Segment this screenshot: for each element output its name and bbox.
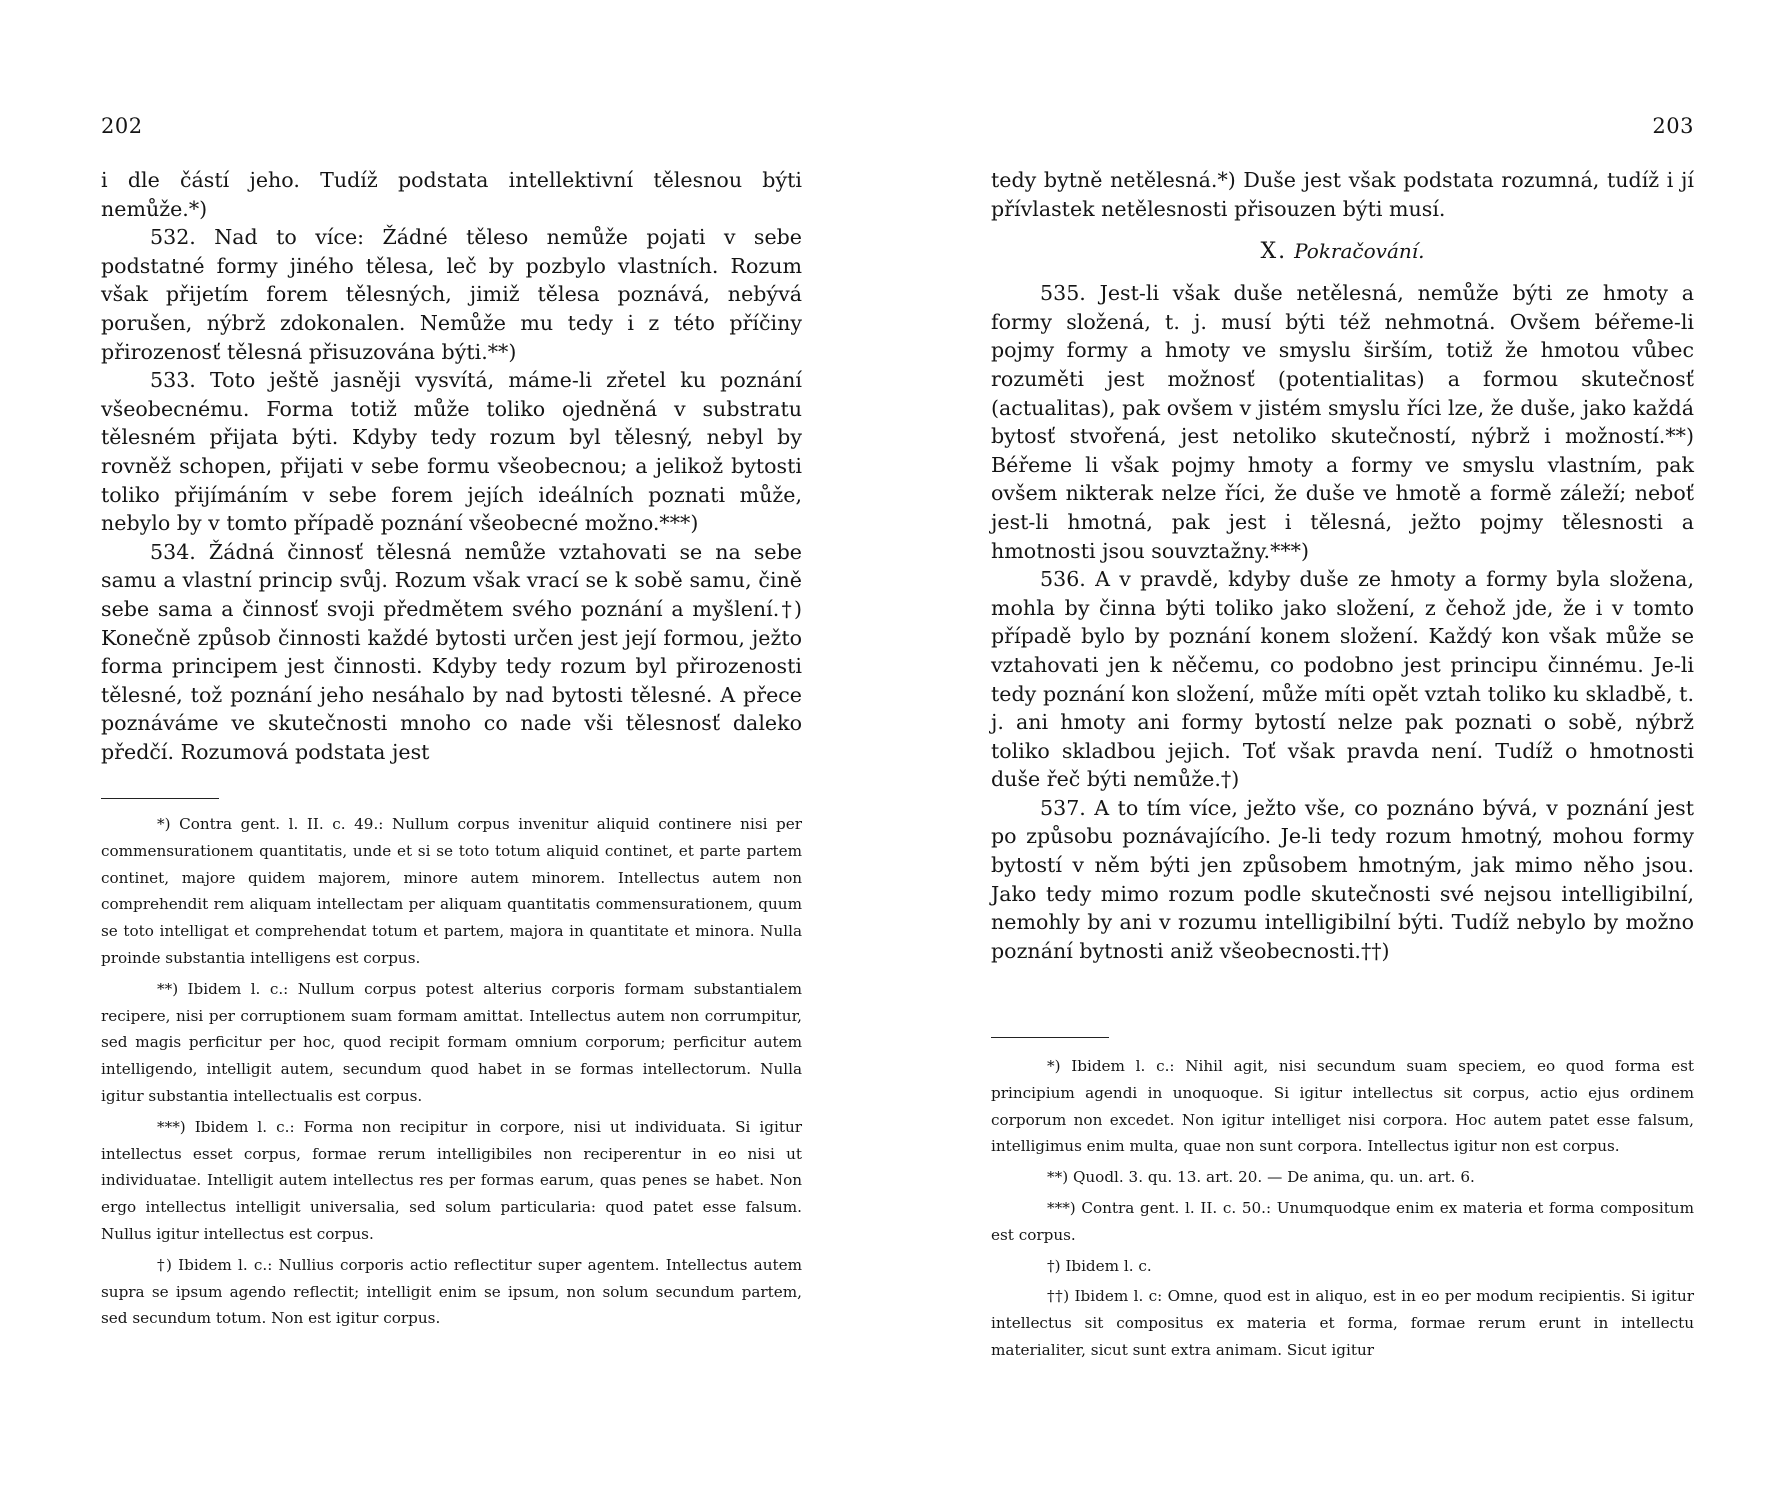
paragraph-535: 535. Jest-li však duše netělesná, nemůže býti ze hmoty a formy složená, t. j. musí býti též nehmotná. Ovšem béřeme-li pojmy formy a hmoty ve smyslu širším, totiž že hmotou vůbec rozuměti jest možnosť (potentialitas) a formou skutečnosť (actualitas), pak ovšem v jistém smyslu říci lze, že duše, jako každá bytosť stvořená, jest netoliko skutečností, nýbrž i možností.**) Béřeme li však pojmy hmoty a formy ve smyslu vlastním, pak ovšem nikterak nelze říci, že duše ve hmotě a formě záleží; neboť jest-li hmotná, pak jest i tělesná, ježto pojmy tělesnosti a hmotnosti jsou souvztažny.***) [991, 281, 1694, 563]
footnote: **) Ibidem l. c.: Nullum corpus potest alterius corporis formam substantialem recipere, nisi per corruptionem suam formam amittat. Intellectus autem non corrumpitur, sed magis perficitur per hoc, quod recipit formam omnium corporum; perficitur autem intelligendo, intelligit autem, secundum quod habet in se formas intellectorum. Nulla igitur substantia intellectualis est corpus. [101, 979, 802, 1105]
paragraph-537: 537. A to tím více, ježto vše, co poznáno bývá, v poznání jest po způsobu poznávajícího. Je-li tedy rozum hmotný, mohou formy bytostí v něm býti jen způsobem hmotným, jak mimo něho jsou. Jako tedy mimo rozum podle skutečnosti své nejsou intelligibilní, nemohly by ani v rozumu intelligibilní býti. Tudíž nebylo by možno poznání bytnosti aniž všeobecnosti.††) [991, 795, 1694, 963]
footnote: ††) Ibidem l. c: Omne, quod est in aliquo, est in eo per modum recipientis. Si igitur intellectus sit compositus ex materia et forma, formae rerum erunt in intellectu materialiter, sicut sunt extra animam. Sicut igitur [991, 1287, 1694, 1359]
paragraph-536: 536. A v pravdě, kdyby duše ze hmoty a formy byla složena, mohla by činna býti toliko jako složení, z čehož jde, že i v tomto případě bylo by poznání konem složení. Každý kon však může se vztahovati jen k něčemu, co podobno jest principu činnému. Je-li tedy poznání kon složení, může míti opět vztah toliko ku skladbě, t. j. ani hmoty ani formy bytostí nelze pak poznati o sobě, nýbrž toliko skladbou jejich. Toť však pravda není. Tudíž o hmotnosti duše řeč býti nemůže.†) [991, 567, 1694, 792]
footnote: *) Contra gent. l. II. c. 49.: Nullum corpus invenitur aliquid continere nisi per commensurationem quantitatis, unde et si se toto totum aliquid continet, et parte partem continet, majore quidem majorem, minore autem minorem. Intellectus autem non comprehendit rem aliquam intellectam per aliquam quantitatis commensurationem, quum se toto intelligat et comprehendat totum et partem, majora in quantitate et minora. Nulla proinde substantia intelligens est corpus. [101, 815, 802, 967]
paragraph-continuation: i dle částí jeho. Tudíž podstata intellektivní tělesnou býti nemůže.*) [101, 168, 802, 221]
paragraph-534: 534. Žádná činnosť tělesná nemůže vztahovati se na sebe samu a vlastní princip svůj. Rozum však vrací se k sobě samu, čině sebe sama a činnosť svoji předmětem svého poznání a myšlení.†) Konečně způsob činnosti každé bytosti určen jest její formou, ježto forma principem jest činnosti. Kdyby tedy rozum byl přirozenosti tělesné, tož poznání jeho nesáhalo by nad bytosti tělesné. A přece poznáváme ve skutečnosti mnoho co nade vši tělesnosť daleko předčí. Rozumová podstata jest [101, 539, 802, 764]
footnotes [991, 1053, 1694, 1368]
paragraph-533: 533. Toto ještě jasněji vysvítá, máme-li zřetel ku poznání všeobecnému. Forma totiž může toliko ojedněná v substratu tělesném přijata býti. Kdyby tedy rozum byl tělesný, nebyl by rovněž schopen, přijati v sebe formu všeobecnou; a jelikož bytosti toliko přijímáním v sebe forem jejích ideálních poznati může, nebylo by v tomto případě poznání všeobecné možno.***) [101, 368, 802, 536]
page-number: 202 [101, 114, 143, 138]
page-number: 203 [1652, 114, 1694, 138]
section-title: Pokračování. [1294, 239, 1425, 264]
paragraph-532: 532. Nad to více: Žádné těleso nemůže pojati v sebe podstatné formy jiného tělesa, leč by pozbylo vlastních. Rozum však přijetím forem tělesných, jimiž tělesa poznává, nebývá porušen, nýbrž zdokonalen. Nemůže mu tedy i z této příčiny přirozenosť tělesná přisuzována býti.**) [101, 225, 802, 364]
footnote-divider [991, 1037, 1109, 1038]
footnote: **) Quodl. 3. qu. 13. art. 20. — De anima, qu. un. art. 6. [1047, 1168, 1475, 1187]
main-text [991, 166, 1694, 965]
footnote: *) Ibidem l. c.: Nihil agit, nisi secundum suam speciem, eo quod forma est principium agendi in unoquoque. Si igitur intellectus sit corpus, actio ejus ordinem corporum non excedet. Non igitur intelliget nisi corpora. Hoc autem patet esse falsum, intelligimus enim multa, quae non sunt corpora. Intellectus igitur non est corpus. [991, 1057, 1694, 1156]
section-heading [991, 236, 1694, 267]
footnote: ***) Ibidem l. c.: Forma non recipitur in corpore, nisi ut individuata. Si igitur intellectus esset corpus, formae rerum intelligibiles non reciperentur in eo nisi ut individuatae. Intelligit autem intellectus res per formas earum, quas penes se habet. Non ergo intellectus intelligit universalia, sed solum particularia: quod patet esse falsum. Nullus igitur intellectus est corpus. [101, 1117, 802, 1243]
right-page [893, 0, 1786, 1500]
footnote: †) Ibidem l. c.: Nullius corporis actio reflectitur super agentem. Intellectus autem supra se ipsum agendo reflectit; intelligit enim se ipsum, non solum secundum partem, sed secundum totum. Non est igitur corpus. [101, 1255, 802, 1328]
footnotes [101, 811, 802, 1336]
footnote-divider [101, 798, 219, 799]
main-text [101, 166, 802, 766]
footnote: ***) Contra gent. l. II. c. 50.: Unumquodque enim ex materia et forma compositum est corpus. [991, 1198, 1694, 1244]
paragraph-continuation: tedy bytně netělesná.*) Duše jest však podstata rozumná, tudíž i jí přívlastek netělesnosti přisouzen býti musí. [991, 168, 1694, 221]
footnote: †) Ibidem l. c. [1047, 1256, 1152, 1275]
section-numeral: X. [1260, 239, 1288, 265]
